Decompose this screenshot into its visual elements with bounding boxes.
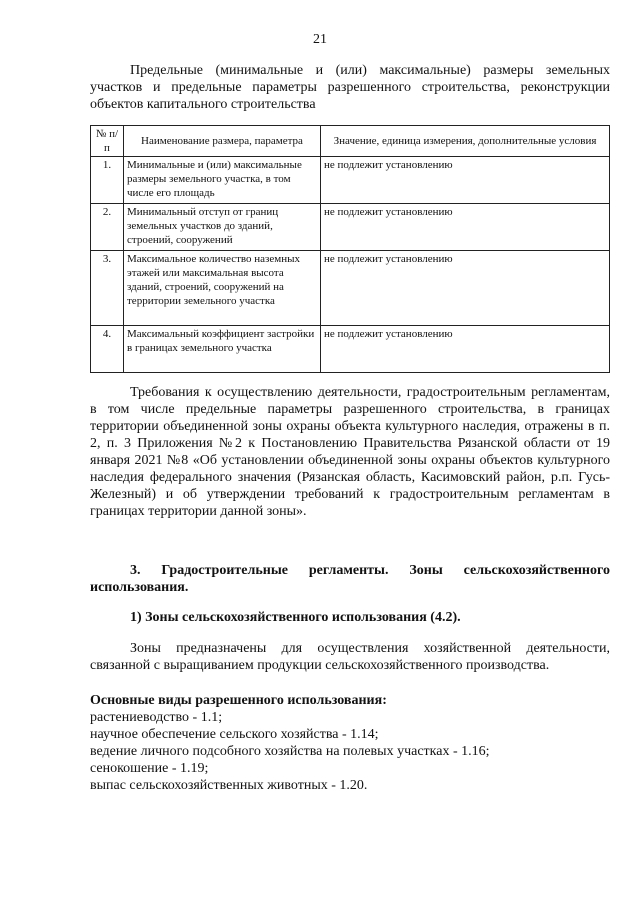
main-uses-list (90, 692, 610, 794)
header-name: Наименование размера, параметра (124, 126, 321, 157)
table-row (91, 326, 610, 373)
row-num: 1. (91, 157, 124, 204)
header-value: Значение, единица измерения, дополнительные условия (321, 126, 610, 157)
list-item: ведение личного подсобного хозяйства на полевых участках - 1.16; (90, 744, 490, 759)
table-row (91, 251, 610, 326)
row-value: не подлежит установлению (321, 251, 610, 326)
main-uses-heading: Основные виды разрешенного использования: (90, 693, 387, 708)
row-value: не подлежит установлению (321, 204, 610, 251)
zone-description: Зоны предназначены для осуществления хозяйственной деятельности, связанной с выращиванием продукции сельскохозяйственного производства. (90, 641, 610, 673)
section-heading: 3. Градостроительные регламенты. Зоны сельскохозяйственного использования. (90, 563, 610, 595)
page-number: 21 (313, 32, 327, 47)
row-name: Максимальный коэффициент застройки в границах земельного участка (124, 326, 321, 373)
row-num: 3. (91, 251, 124, 326)
row-num: 4. (91, 326, 124, 373)
row-name: Минимальные и (или) максимальные размеры земельного участка, в том числе его площадь (124, 157, 321, 204)
table-header-row (91, 126, 610, 157)
list-item: сенокошение - 1.19; (90, 761, 209, 776)
row-value: не подлежит установлению (321, 326, 610, 373)
table-row (91, 157, 610, 204)
header-num: № п/п (91, 126, 124, 157)
row-value: не подлежит установлению (321, 157, 610, 204)
parameters-table (90, 125, 610, 373)
row-name: Максимальное количество наземных этажей или максимальная высота зданий, строений, сооружений на территории земельного участка (124, 251, 321, 326)
list-item: растениеводство - 1.1; (90, 710, 223, 725)
subsection-heading: 1) Зоны сельскохозяйственного использования (4.2). (130, 610, 461, 625)
list-item: научное обеспечение сельского хозяйства - 1.14; (90, 727, 379, 742)
list-item: выпас сельскохозяйственных животных - 1.20. (90, 778, 368, 793)
row-num: 2. (91, 204, 124, 251)
table-row (91, 204, 610, 251)
requirements-paragraph: Требования к осуществлению деятельности, градостроительным регламентам, в том числе предельные параметры разрешенного строительства, в границах территории объединенной зоны охраны объекта культурного наследия, отражены в п. 2, п. 3 Приложения №2 к Постановлению Правительства Рязанской области от 19 января 2021 №8 «Об установлении объединенной зоны охраны объектов культурного наследия федерального значения (Рязанская область, Касимовский район, р.п. Гусь-Железный) и об утверждении требований к градостроительным регламентам в границах территории данной зоны». (90, 385, 610, 519)
row-name: Минимальный отступ от границ земельных участков до зданий, строений, сооружений (124, 204, 321, 251)
table-caption: Предельные (минимальные и (или) максимальные) размеры земельных участков и предельные параметры разрешенного строительства, реконструкции объектов капитального строительства (90, 63, 610, 112)
